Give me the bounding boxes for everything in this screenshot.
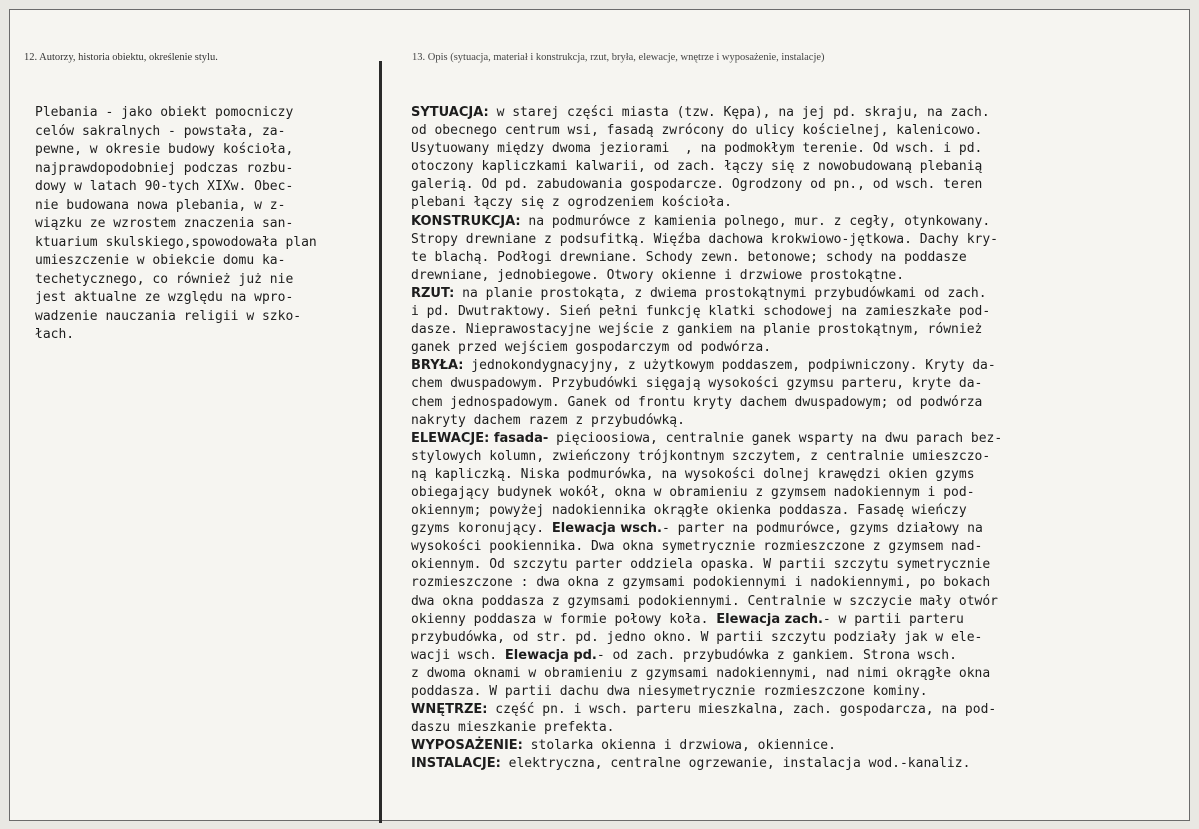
description-line [411,213,1002,231]
section-label: RZUT: [411,285,455,301]
description-line [411,484,1002,502]
description-line [411,104,1002,122]
description-segment: obiegający budynek wokół, okna w obramieniu z gzymsem nadokiennym i pod- [411,484,975,500]
description-line [411,647,1002,665]
description-line [411,194,1002,212]
description-segment: na podmurówce z kamienia polnego, mur. z cegły, otynkowany. [520,213,991,229]
description-line [411,412,1002,430]
section-13-heading: 13. Opis (sytuacja, materiał i konstrukcja, rzut, bryła, elewacje, wnętrze i wyposażenie, instalacje) [412,52,825,63]
description-segment: stolarka okienna i drzwiowa, okiennice. [522,738,836,754]
section-label: INSTALACJE: [411,756,501,772]
history-line: nie budowana nowa plebania, w z- [35,197,286,213]
description-segment: elektryczna, centralne ogrzewanie, instalacja wod.-kanaliz. [500,756,971,772]
description-line [411,611,1002,629]
description-line [411,574,1002,592]
description-line [411,737,1002,755]
description-line [411,394,1002,412]
description-line [411,231,1002,249]
description-line [411,267,1002,285]
description-text [411,104,1002,773]
description-line [411,755,1002,773]
description-segment: poddasza. W partii dachu dwa niesymetrycznie rozmieszczone kominy. [411,684,928,699]
description-segment: chem jednospadowym. Ganek od frontu kryty dachem dwuspadowym; od podwórza [411,394,983,410]
section-label: Elewacja zach. [716,611,823,627]
description-line [411,719,1002,737]
section-label: Elewacja wsch. [551,521,662,537]
description-segment: ganek przed wejściem gospodarczym od podwórza. [411,340,772,356]
description-segment: okiennym. Od szczytu parter oddziela opaska. W partii szczytu symetrycznie [411,557,991,573]
description-segment: wysokości pookiennika. Dwa okna symetrycznie rozmieszczone z gzymsem nad- [411,539,983,555]
section-label: KONSTRUKCJA: [411,213,521,229]
description-segment: - w partii parteru [822,611,964,627]
description-segment: na planie prostokąta, z dwiema prostokątnymi przybudówkami od zach. [454,285,987,301]
description-line [411,285,1002,303]
description-line [411,448,1002,466]
description-line [411,665,1002,683]
section-label: WNĘTRZE: [411,702,488,718]
description-line [411,158,1002,176]
description-line [411,556,1002,574]
description-line [411,538,1002,556]
section-label: WYPOSAŻENIE: [411,738,523,754]
history-line: najprawdopodobniej podczas rozbu- [35,160,294,176]
section-12-heading: 12. Autorzy, historia obiektu, określenie stylu. [24,52,218,63]
description-segment: wacji wsch. [411,647,505,663]
description-line [411,176,1002,194]
description-line [411,466,1002,484]
description-segment: z dwoma oknami w obramieniu z gzymsami nadokiennymi, nad nimi okrągłe okna [411,665,991,681]
description-segment: okienny poddasza w formie połowy koła. [411,611,717,627]
description-segment: ną kapliczką. Niska podmurówka, na wysokości dolnej krawędzi okien gzyms [411,466,975,482]
description-segment: od obecnego centrum wsi, fasadą zwrócony do ulicy kościelnej, kalenicowo. [411,123,983,139]
description-segment: te blachą. Podłogi drewniane. Schody zewn. betonowe; schody na poddasze [411,249,967,265]
description-segment: w starej części miasta (tzw. Kępa), na jej pd. skraju, na zach. [488,105,990,120]
description-segment: dasze. Nieprawostacyjne wejście z gankiem na planie prostokątnym, również [411,322,983,338]
description-line [411,122,1002,140]
description-segment: Stropy drewniane z podsufitką. Więźba dachowa krokwiowo-jętkowa. Dachy kry- [411,231,998,247]
description-line [411,520,1002,538]
description-segment: dwa okna poddasza z gzymsami podokiennymi. Centralnie w szczycie mały otwór [411,593,998,609]
description-line [411,321,1002,339]
history-line: łach. [35,327,75,342]
description-line [411,339,1002,357]
description-line [411,629,1002,647]
description-line [411,357,1002,375]
section-label: SYTUACJA: [411,105,489,120]
description-line [411,140,1002,158]
description-segment: nakryty dachem razem z przybudówką. [411,412,685,428]
description-segment: galerią. Od pd. zabudowania gospodarcze. Ogrodzony od pn., od wsch. teren [411,177,983,193]
history-line: umieszczenie w obiekcie domu ka- [35,253,286,268]
description-segment: pięcioosiowa, centralnie ganek wsparty na dwu parach bez- [548,430,1003,446]
history-line: techetycznego, co również już nie [35,271,294,287]
description-segment: część pn. i wsch. parteru mieszkalna, zach. gospodarcza, na pod- [487,702,997,718]
description-segment: - parter na podmurówce, gzyms działowy na [661,521,983,537]
description-segment: jednokondygnacyjny, z użytkowym poddaszem, podpiwniczony. Kryty da- [463,358,996,374]
history-line: wiązku ze wzrostem znaczenia san- [35,216,294,231]
history-line: dowy w latach 90-tych XIXw. Obec- [35,179,294,194]
description-segment: chem dwuspadowym. Przybudówki sięgają wysokości gzymsu parteru, kryte da- [411,376,983,392]
description-line [411,249,1002,267]
description-line [411,593,1002,611]
description-segment: rozmieszczone : dwa okna z gzymsami podokiennymi i nadokiennymi, po bokach [411,575,991,591]
description-segment: - od zach. przybudówka z gankiem. Strona wsch. [596,647,957,663]
description-segment: stylowych kolumn, zwieńczony trójkontnym szczytem, z centralnie umieszczo- [411,448,991,464]
description-segment: daszu mieszkanie prefekta. [411,720,615,736]
history-line: jest aktualne ze względu na wpro- [35,290,294,305]
history-line: ktuarium skulskiego,spowodowała plan [35,234,317,250]
description-line [411,683,1002,701]
description-line [411,303,1002,321]
history-line: celów sakralnych - powstała, za- [35,123,286,139]
description-segment: plebani łączy się z ogrodzeniem kościoła. [411,195,732,211]
description-line [411,701,1002,719]
description-segment: Usytuowany między dwoma jeziorami , na podmokłym terenie. Od wsch. i pd. [411,141,983,157]
description-segment: gzyms koronujący. [411,521,552,537]
history-line: Plebania - jako obiekt pomocniczy [35,105,294,120]
section-label: BRYŁA: [411,358,464,374]
history-text [35,104,317,345]
description-line [411,375,1002,393]
history-line: wadzenie nauczania religii w szko- [35,308,302,324]
section-label: Elewacja pd. [504,647,597,663]
description-segment: i pd. Dwutraktowy. Sień pełni funkcję klatki schodowej na zamieszkałe pod- [411,304,991,320]
description-segment: otoczony kapliczkami kalwarii, od zach. łączy się z nowobudowaną plebanią [411,159,983,175]
history-line: pewne, w okresie budowy kościoła, [35,142,294,157]
description-line [411,430,1002,448]
description-segment: przybudówka, od str. pd. jedno okno. W partii szczytu podziały jak w ele- [411,629,983,645]
section-label: ELEWACJE: fasada- [411,430,549,446]
description-segment: drewniane, jednobiegowe. Otwory okienne i drzwiowe prostokątne. [411,267,905,283]
column-divider [379,61,382,823]
description-line [411,502,1002,520]
description-segment: okiennym; powyżej nadokiennika okrągłe okienka poddasza. Fasadę wieńczy [411,503,967,519]
